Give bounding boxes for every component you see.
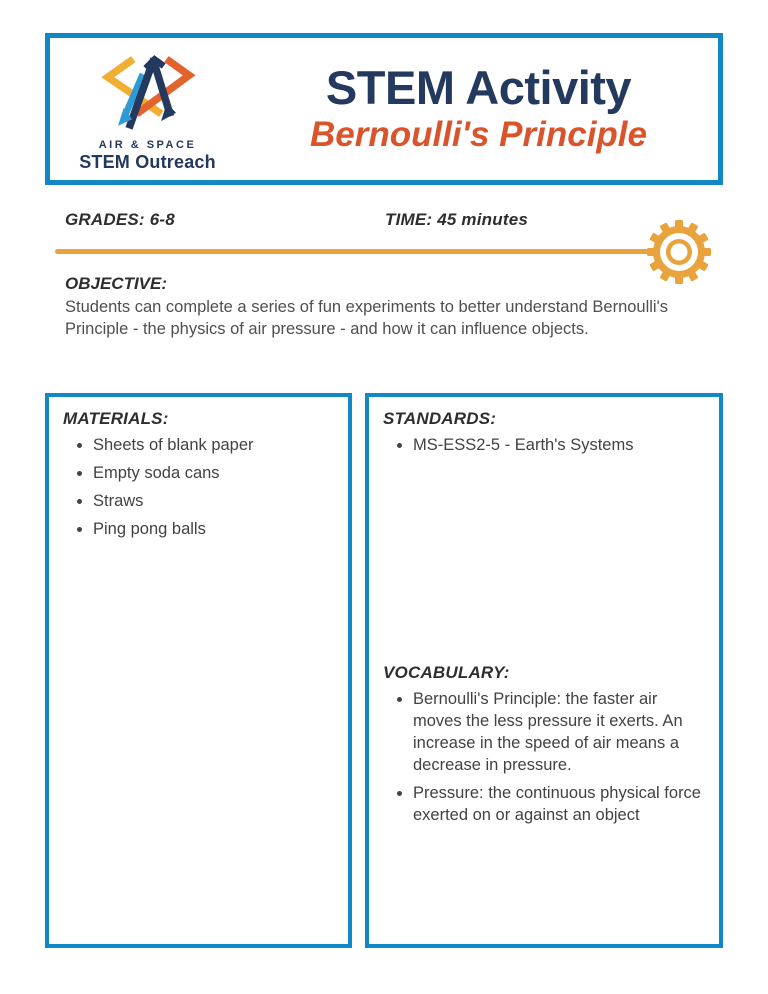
- objective-heading: OBJECTIVE:: [65, 274, 168, 293]
- standards-list: [383, 435, 705, 457]
- list-item: • Pressure: the continuous physical force exerted on or against an object: [413, 783, 705, 827]
- standards-heading: STANDARDS:: [383, 409, 497, 428]
- standards-section: [383, 409, 705, 663]
- list-item: • Sheets of blank paper: [93, 435, 334, 457]
- list-item: • Empty soda cans: [93, 463, 334, 485]
- materials-heading: MATERIALS:: [63, 409, 169, 428]
- vocabulary-list: [383, 689, 705, 827]
- list-item: • Bernoulli's Principle: the faster air moves the less pressure it exerts. An increase in the speed of air means a decrease in pressure.: [413, 689, 705, 777]
- air-space-star-logo-icon: [94, 51, 202, 137]
- org-name-line1: AIR & SPACE: [98, 139, 197, 151]
- header-banner: [45, 33, 723, 185]
- org-logo: [50, 45, 245, 173]
- list-item: • Ping pong balls: [93, 519, 334, 541]
- gear-icon: [646, 219, 712, 285]
- section-divider-line: [55, 249, 655, 254]
- title-block: [245, 63, 718, 155]
- list-item: • MS-ESS2-5 - Earth's Systems: [413, 435, 705, 457]
- vocabulary-section: [383, 663, 705, 827]
- grades-label: GRADES: 6-8: [65, 210, 175, 229]
- page-subtitle: Bernoulli's Principle: [309, 115, 647, 155]
- materials-panel: [45, 393, 352, 948]
- objective-text: Students can complete a series of fun experiments to better understand Bernoulli's Principle - the physics of air pressure - and how it can influence objects.: [65, 298, 668, 338]
- standards-vocabulary-panel: [365, 393, 723, 948]
- time-label: TIME: 45 minutes: [385, 210, 529, 229]
- vocabulary-heading: VOCABULARY:: [383, 663, 510, 682]
- org-name-line2: STEM Outreach: [79, 152, 216, 172]
- page-title: STEM Activity: [325, 61, 632, 115]
- list-item: • Straws: [93, 491, 334, 513]
- materials-list: [63, 435, 334, 541]
